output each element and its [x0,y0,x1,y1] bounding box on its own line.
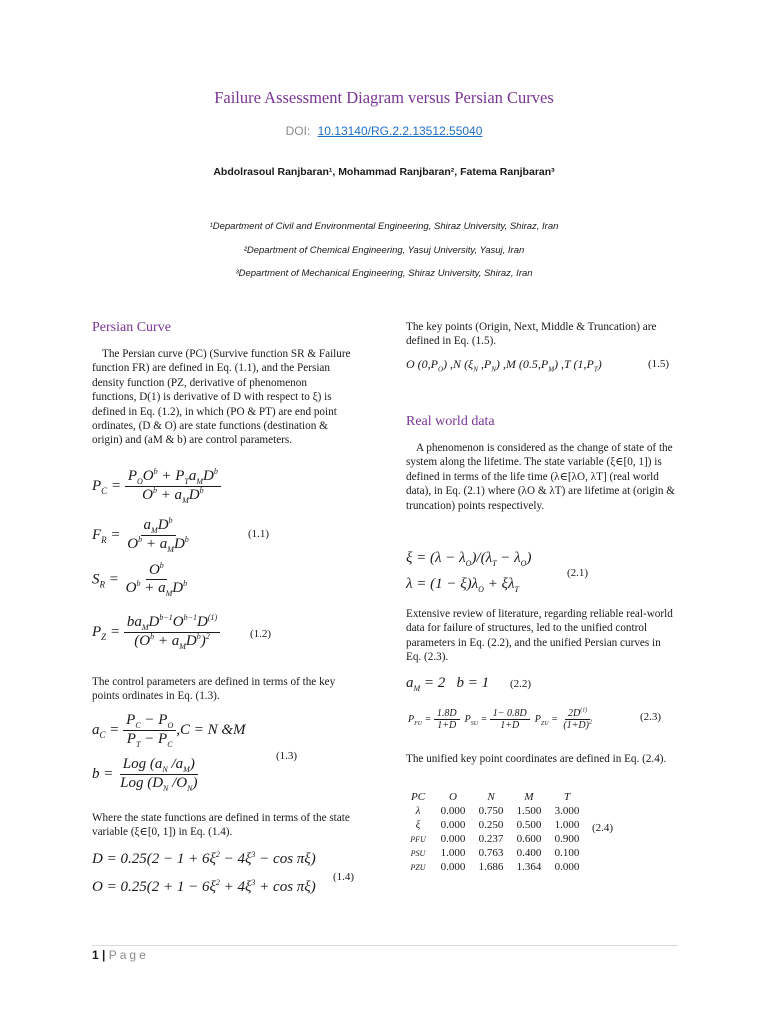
table-cell: 0.237 [478,833,504,845]
doi-line [0,124,768,138]
doi-link[interactable]: 10.13140/RG.2.2.13512.55040 [317,124,483,138]
page-footer [92,948,149,962]
affiliation-1: ¹Department of Civil and Environmental Engineering, Shiraz University, Shiraz, Iran [209,221,559,232]
author-list: Abdolrasoul Ranjbaran¹, Mohammad Ranjbaran², Fatema Ranjbaran³ [213,166,555,178]
table-header: N [487,791,495,803]
equation-b: b = $\frac{Log (a_N /a_M)}{Log (D_N /O_N)}$ [92,756,198,793]
table-cell: 3.000 [554,805,580,817]
page-number: 1 [92,948,99,962]
table-cell: 1.364 [516,861,542,873]
paper-title: Failure Assessment Diagram versus Persian Curves [214,88,554,107]
table-cell: 0.750 [478,805,504,817]
equation-number-1-3: (1.3) [276,750,298,762]
affiliation-2: ²Department of Chemical Engineering, Yasuj University, Yasuj, Iran [243,245,525,256]
table-row-label: PSU [410,848,426,858]
table-cell: 0.500 [516,819,542,831]
equation-unified-control-parameters: $a_M = 2$ b = 1 [406,675,490,693]
table-row-label: PFU [410,834,426,844]
table-row [402,818,586,832]
table-row-label: λ [415,805,421,817]
table-cell: 0.100 [554,847,580,859]
equation-d: $D = 0.25(2 - 1 + 6\xi^2 - 4\xi^3 - \cos \pi\xi)$ [92,850,316,867]
paragraph-key-points: The key points (Origin, Next, Middle & Truncation) are defined in Eq. (1.5). [406,321,657,348]
footer-divider [92,945,678,946]
equation-unified-persian-curves: $P_{FU}$ = $\frac{1.8D}{1+D}$ $P_{SU}$ = $\frac{1- 0.8D}{1+D}$ $P_{ZU}$ = $\frac{2D^{(1)}}{(1+D)^2}$ [408,707,592,731]
table-row [402,860,586,874]
table-cell: 1.686 [478,861,504,873]
table-cell: 0.900 [554,833,580,845]
equation-o: $O = 0.25(2 + 1 - 6\xi^2 + 4\xi^3 + \cos \pi\xi)$ [92,878,316,895]
table-cell: 0.000 [440,805,466,817]
paragraph-literature-review: Extensive review of literature, regarding reliable real-world data for failure of structures, led to the unified control parameters in Eq. (2.2), and the unified Persian curves in Eq. (2.3). [406,608,673,664]
equation-pc: $P_C$ = $\frac{P_OO^b + P_Ta_MD^b}{O^b + a_MD^b}$ [92,468,221,505]
table-cell: 1.500 [516,805,542,817]
equation-fr: $F_R$ = $\frac{a_MD^b}{O^b + a_MD^b}$ [92,516,189,554]
table-cell: 0.250 [478,819,504,831]
equation-key-points: O $(0,P_O)$ ,N ($\xi_N$ $,P_N$) ,M $(0.5,P_M)$ ,T $(1,P_T)$ [406,357,602,374]
footer-separator: | [102,948,106,962]
equation-pz: $P_Z$ = $\frac{ba_MD^{b-1}O^{b-1}D^{(1)}}{(O^b + a_MD^b)^2}$ [92,614,220,651]
equation-xi: $\xi = (\lambda - \lambda_O)/(\lambda_T - \lambda_O)$ [406,550,532,568]
paragraph-control-parameters: The control parameters are defined in terms of the key points ordinates in Eq. (1.3). [92,676,336,703]
table-cell: 0.400 [516,847,542,859]
table-row-label: ξ [415,819,421,831]
table-header: T [563,791,571,803]
equation-number-1-2: (1.2) [250,628,272,640]
table-header: M [524,791,534,803]
table-row [402,846,586,860]
section-heading-real-world-data: Real world data [406,414,495,429]
equation-sr: $S_R$ = $\frac{O^b}{O^b + a_MD^b}$ [92,561,188,598]
doi-label: DOI: [285,124,311,138]
table-header-row [402,790,586,804]
table-cell: 0.000 [440,833,466,845]
table-cell: 0.000 [554,861,580,873]
key-point-table [402,790,586,874]
affiliation-3: ³Department of Mechanical Engineering, Shiraz University, Shiraz, Iran [235,268,533,279]
table-header: PC [410,791,426,803]
equation-number-2-3: (2.3) [640,711,662,723]
table-cell: 0.000 [440,819,466,831]
equation-number-1-1: (1.1) [248,528,270,540]
paragraph-unified-key-points: The unified key point coordinates are defined in Eq. (2.4). [406,753,667,765]
section-heading-persian-curve: Persian Curve [92,320,171,335]
table-row-label: PZU [410,862,426,872]
paragraph-state-functions: Where the state functions are defined in terms of the state variable (ξ∈[0, 1]) in Eq. (1.4). [92,812,350,839]
paragraph-persian-curve-intro: The Persian curve (PC) (Survive function SR & Failure function FR) are defined in Eq. (1.1), and the Persian density function (PZ, derivative of phenomenon functions, D(1) is derivative of D with respect to ξ) is defined in Eq. (1.2), in which (PO & PT) are end point ordinates, (D & O) are state functions (destination & origin) and (aM & b) are control parameters. [92,348,351,447]
table-cell: 0.763 [478,847,504,859]
table-cell: 0.000 [440,861,466,873]
table-cell: 1.000 [554,819,580,831]
paragraph-real-world-data: A phenomenon is considered as the change of state of the system along the lifetime. The state variable (ξ∈[0, 1]) is defined in terms of the life time (λ∈[λO, λT] (real world data), in Eq. (2.1) where (λO & λT) are lifetime at (origin & truncation) points respectively. [406,442,675,512]
equation-lambda: $\lambda = (1 - \xi)\lambda_O + \xi\lambda_T$ [406,576,519,594]
table-cell: 1.000 [440,847,466,859]
table-header: O [449,791,457,803]
equation-number-2-1: (2.1) [567,567,589,579]
equation-number-1-4: (1.4) [333,871,355,883]
table-cell: 0.600 [516,833,542,845]
equation-ac: $a_C$ = $\frac{P_C - P_O}{P_T - P_C}$ ,C = N &M [92,712,246,749]
equation-number-1-5: (1.5) [648,358,670,370]
table-row [402,832,586,846]
table-row [402,804,586,818]
equation-number-2-4: (2.4) [592,822,614,834]
equation-number-2-2: (2.2) [510,678,532,690]
page-word: Page [108,948,149,962]
